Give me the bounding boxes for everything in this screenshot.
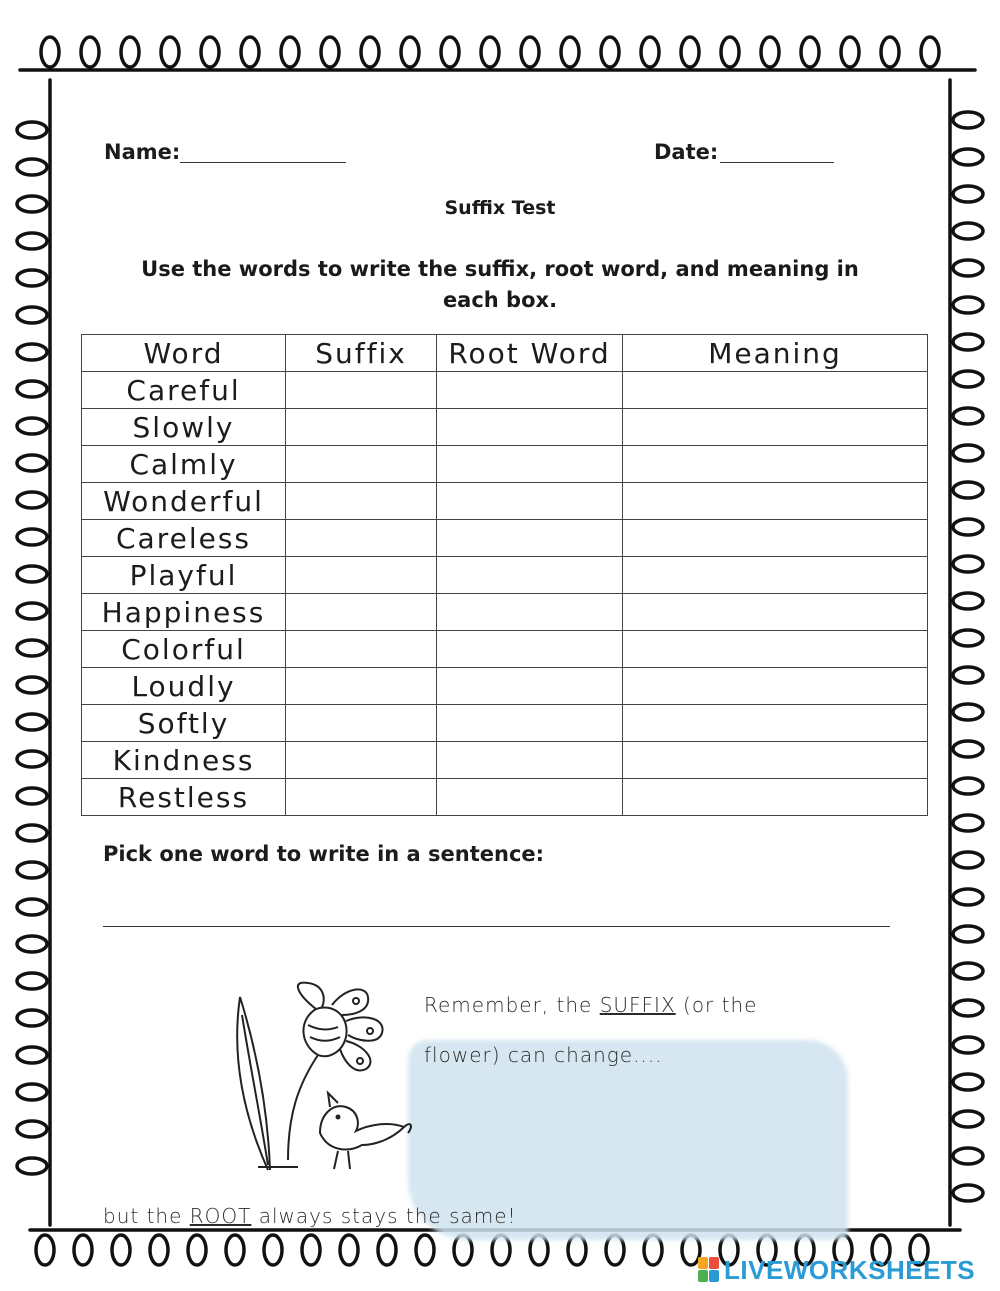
suffix-underlined: SUFFIX <box>599 993 676 1017</box>
border-loop <box>921 37 939 67</box>
border-loop <box>681 37 699 67</box>
root-word-cell[interactable] <box>437 594 623 631</box>
suffix-cell[interactable] <box>286 446 437 483</box>
meaning-cell[interactable] <box>623 594 928 631</box>
border-loop <box>264 1235 282 1265</box>
root-word-cell[interactable] <box>437 742 623 779</box>
border-loop <box>17 566 47 582</box>
table-row <box>82 483 928 520</box>
border-loop <box>481 37 499 67</box>
border-loop <box>953 112 983 128</box>
border-loop <box>953 223 983 239</box>
table-row <box>82 668 928 705</box>
border-loop <box>601 37 619 67</box>
border-loop <box>416 1235 434 1265</box>
border-loop <box>321 37 339 67</box>
border-loop <box>121 37 139 67</box>
border-loop <box>150 1235 168 1265</box>
word-cell: Loudly <box>82 668 286 705</box>
word-cell: Restless <box>82 779 286 816</box>
date-label: Date: <box>654 140 719 164</box>
meaning-cell[interactable] <box>623 520 928 557</box>
suffix-cell[interactable] <box>286 631 437 668</box>
border-loop <box>17 714 47 730</box>
meaning-cell[interactable] <box>623 668 928 705</box>
border-loop <box>953 704 983 720</box>
table-row <box>82 631 928 668</box>
border-loop <box>17 307 47 323</box>
table-row <box>82 779 928 816</box>
root-word-cell[interactable] <box>437 520 623 557</box>
word-cell: Colorful <box>82 631 286 668</box>
border-loop <box>161 37 179 67</box>
border-loop <box>801 37 819 67</box>
border-loop <box>953 1000 983 1016</box>
word-cell: Softly <box>82 705 286 742</box>
border-loop <box>953 334 983 350</box>
border-loop <box>340 1235 358 1265</box>
border-loop <box>188 1235 206 1265</box>
suffix-cell[interactable] <box>286 483 437 520</box>
border-loop <box>953 889 983 905</box>
header-meaning: Meaning <box>623 335 928 372</box>
border-loop <box>953 149 983 165</box>
border-loop <box>17 455 47 471</box>
sentence-input-line[interactable] <box>103 926 890 927</box>
remember-note-line1: Remember, the SUFFIX (or the <box>424 993 758 1017</box>
border-loop <box>17 677 47 693</box>
border-loop <box>953 445 983 461</box>
border-loop <box>302 1235 320 1265</box>
border-loop <box>953 778 983 794</box>
border-loop <box>441 37 459 67</box>
border-loop <box>17 122 47 138</box>
border-loop <box>17 936 47 952</box>
border-loop <box>378 1235 396 1265</box>
meaning-cell[interactable] <box>623 483 928 520</box>
border-loop <box>953 852 983 868</box>
table-row <box>82 742 928 779</box>
meaning-cell[interactable] <box>623 446 928 483</box>
root-word-cell[interactable] <box>437 409 623 446</box>
root-word-cell[interactable] <box>437 557 623 594</box>
sentence-prompt: Pick one word to write in a sentence: <box>103 842 545 866</box>
border-loop <box>17 159 47 175</box>
border-loop <box>17 899 47 915</box>
border-loop <box>721 37 739 67</box>
border-loop <box>953 630 983 646</box>
brand-name: LIVEWORKSHEETS <box>724 1254 976 1285</box>
meaning-cell[interactable] <box>623 631 928 668</box>
root-word-cell[interactable] <box>437 372 623 409</box>
word-cell: Careless <box>82 520 286 557</box>
border-loop <box>953 408 983 424</box>
border-loop <box>953 667 983 683</box>
border-loop <box>17 1010 47 1026</box>
border-loop <box>241 37 259 67</box>
page-title: Suffix Test <box>444 197 556 219</box>
word-cell: Slowly <box>82 409 286 446</box>
instructions: Use the words to write the suffix, root word, and meaning in each box. <box>141 257 859 312</box>
meaning-cell[interactable] <box>623 372 928 409</box>
suffix-table <box>81 334 928 816</box>
border-loop <box>17 233 47 249</box>
word-cell: Kindness <box>82 742 286 779</box>
liveworksheets-brand <box>698 1255 975 1285</box>
word-cell: Calmly <box>82 446 286 483</box>
suffix-cell[interactable] <box>286 520 437 557</box>
table-row <box>82 520 928 557</box>
border-loop <box>17 418 47 434</box>
border-loop <box>953 371 983 387</box>
suffix-cell[interactable] <box>286 668 437 705</box>
border-loop <box>953 260 983 276</box>
border-loop <box>881 37 899 67</box>
word-cell: Happiness <box>82 594 286 631</box>
border-loop <box>953 593 983 609</box>
root-word-cell[interactable] <box>437 668 623 705</box>
root-word-cell[interactable] <box>437 483 623 520</box>
border-loop <box>17 529 47 545</box>
remember-note-line2: flower) can change.... <box>424 1043 663 1067</box>
border-loop <box>953 741 983 757</box>
border-loop <box>17 1084 47 1100</box>
root-word-cell[interactable] <box>437 446 623 483</box>
word-cell: Careful <box>82 372 286 409</box>
border-loop <box>17 751 47 767</box>
root-underlined: ROOT <box>189 1204 252 1228</box>
border-loop <box>81 37 99 67</box>
border-loop <box>953 556 983 572</box>
border-loop <box>953 1037 983 1053</box>
border-loop <box>112 1235 130 1265</box>
suffix-cell[interactable] <box>286 594 437 631</box>
border-loop <box>761 37 779 67</box>
root-word-cell[interactable] <box>437 631 623 668</box>
border-loop <box>281 37 299 67</box>
meaning-cell[interactable] <box>623 742 928 779</box>
header-root-word: Root Word <box>437 335 623 372</box>
border-loop <box>17 1047 47 1063</box>
meaning-cell[interactable] <box>623 409 928 446</box>
border-loop <box>953 815 983 831</box>
border-loop <box>17 825 47 841</box>
border-loop <box>953 297 983 313</box>
border-loop <box>953 1074 983 1090</box>
table-row <box>82 705 928 742</box>
border-loop <box>361 37 379 67</box>
border-loop <box>641 37 659 67</box>
suffix-cell[interactable] <box>286 705 437 742</box>
border-loop <box>953 519 983 535</box>
suffix-cell[interactable] <box>286 779 437 816</box>
border-loop <box>953 926 983 942</box>
border-loop <box>561 37 579 67</box>
header-suffix: Suffix <box>286 335 437 372</box>
border-loop <box>953 482 983 498</box>
border-loop <box>17 492 47 508</box>
table-header-row <box>82 335 928 372</box>
meaning-cell[interactable] <box>623 557 928 594</box>
border-loop <box>226 1235 244 1265</box>
root-word-cell[interactable] <box>437 705 623 742</box>
flower-and-bird-drawing <box>228 975 418 1175</box>
border-loop <box>36 1235 54 1265</box>
word-cell: Playful <box>82 557 286 594</box>
suffix-cell[interactable] <box>286 742 437 779</box>
border-loop <box>17 1121 47 1137</box>
border-loop <box>17 640 47 656</box>
border-loop <box>953 963 983 979</box>
root-word-cell[interactable] <box>437 779 623 816</box>
border-loop <box>17 973 47 989</box>
suffix-cell[interactable] <box>286 372 437 409</box>
meaning-cell[interactable] <box>623 779 928 816</box>
border-loop <box>17 381 47 397</box>
border-loop <box>521 37 539 67</box>
border-loop <box>17 788 47 804</box>
table-row <box>82 594 928 631</box>
liveworksheets-blocks-icon <box>698 1257 720 1283</box>
suffix-cell[interactable] <box>286 557 437 594</box>
border-loop <box>41 37 59 67</box>
table-row <box>82 372 928 409</box>
root-note: but the ROOT always stays the same! <box>103 1204 517 1228</box>
border-loop <box>17 1158 47 1174</box>
word-cell: Wonderful <box>82 483 286 520</box>
border-loop <box>953 1111 983 1127</box>
border-loop <box>74 1235 92 1265</box>
border-loop <box>17 603 47 619</box>
table-row <box>82 409 928 446</box>
border-loop <box>17 862 47 878</box>
border-loop <box>953 1148 983 1164</box>
name-input-line[interactable] <box>180 162 346 163</box>
border-loop <box>841 37 859 67</box>
header-word: Word <box>82 335 286 372</box>
table-row <box>82 446 928 483</box>
border-loop <box>953 1185 983 1201</box>
border-loop <box>401 37 419 67</box>
meaning-cell[interactable] <box>623 705 928 742</box>
name-label: Name: <box>104 140 181 164</box>
border-loop <box>17 344 47 360</box>
date-input-line[interactable] <box>720 162 834 163</box>
border-loop <box>17 270 47 286</box>
border-loop <box>201 37 219 67</box>
table-row <box>82 557 928 594</box>
suffix-cell[interactable] <box>286 409 437 446</box>
